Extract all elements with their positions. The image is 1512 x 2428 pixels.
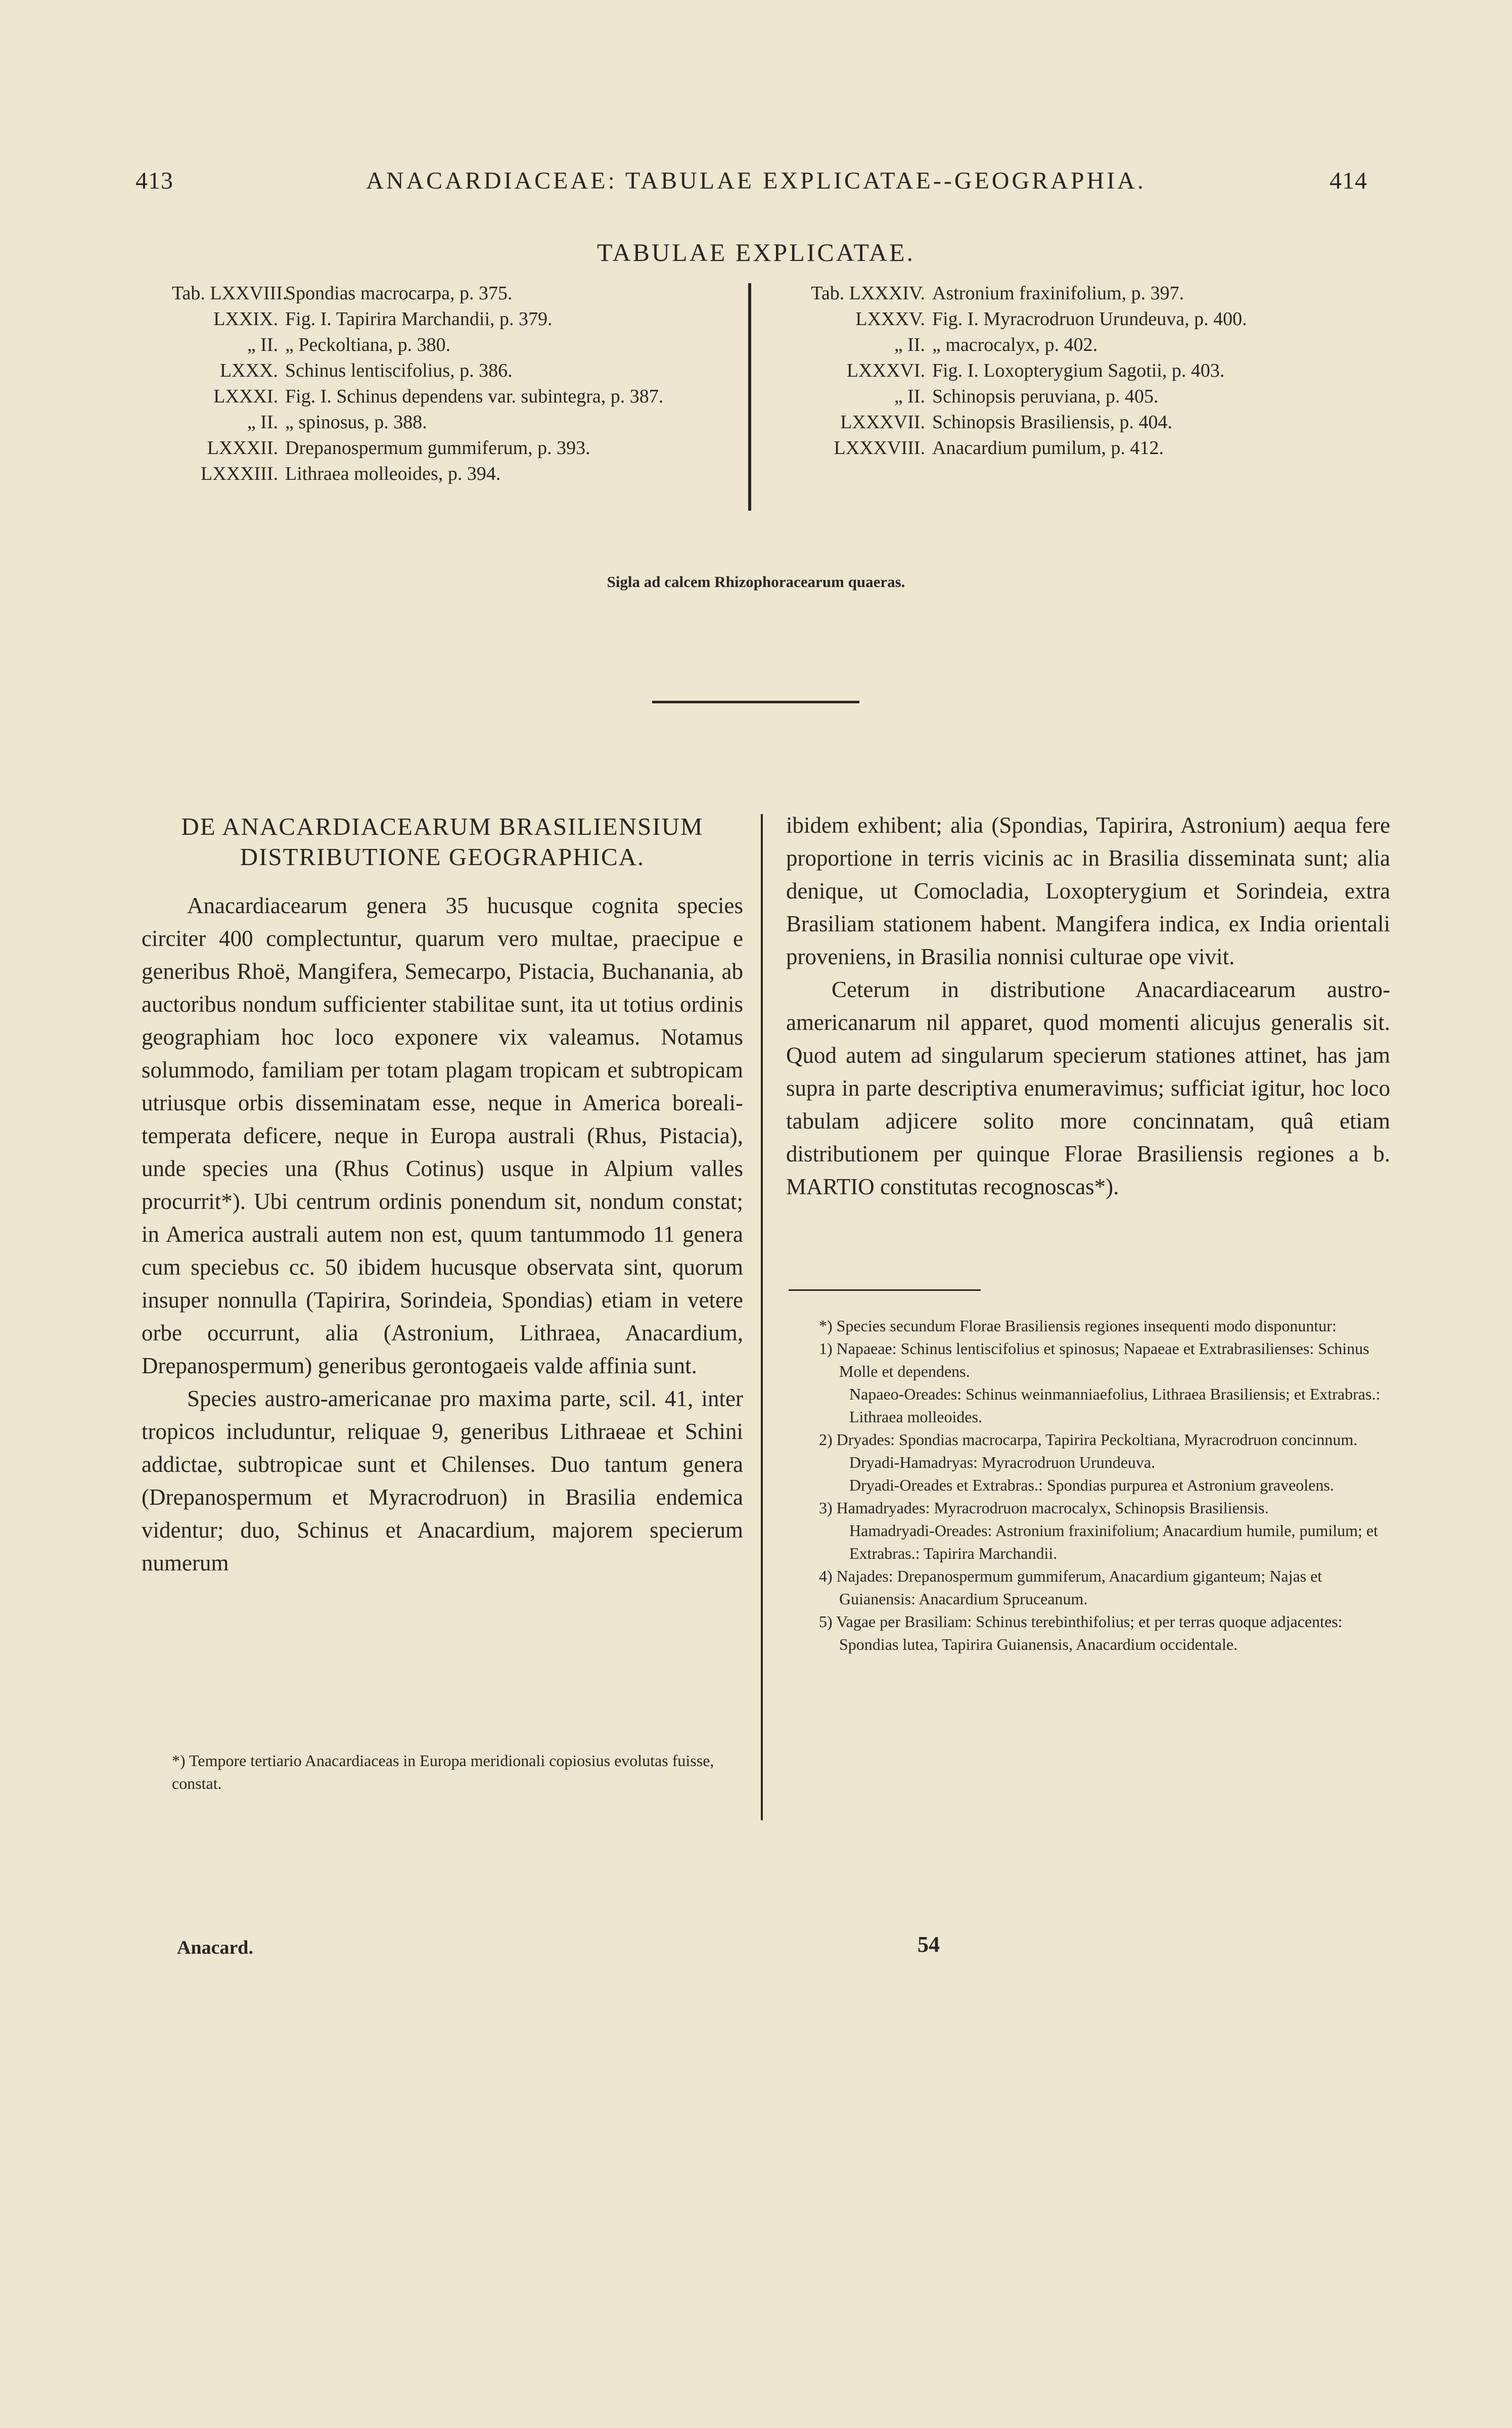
tabula-description: Lithraea molleoides, p. 394.	[285, 463, 501, 484]
tabula-entry	[804, 410, 1360, 435]
footnote-region-entry: Dryadi-Hamadryas: Myracrodruon Urundeuva.	[849, 1453, 1156, 1471]
tabula-entry	[172, 306, 723, 332]
section-title-line1: DE ANACARDIACEARUM BRASILIENSIUM	[181, 813, 704, 840]
tabulae-right-list	[804, 281, 1360, 461]
tabula-number: LXXXII.	[207, 437, 278, 459]
tabula-description: Schinopsis Brasiliensis, p. 404.	[932, 412, 1173, 433]
paragraph-2: Species austro-americanae pro maxima parte, scil. 41, inter tropicos includuntur, reliquae 9, generibus Lithraeae et Schini addictae, subtropicae sunt et Chilenses. Duo tantum genera (Drepanospermum et Myracrodruon) in Brasilia endemica videntur; duo, Schinus et Anacardium, majorem specierum numerum	[142, 1386, 743, 1576]
footnote-regions-list	[819, 1337, 1390, 1656]
tabula-description: Fig. I. Loxopterygium Sagotii, p. 403.	[932, 360, 1225, 381]
footnote-intro: *) Species secundum Florae Brasiliensis regiones insequenti modo disponuntur:	[819, 1317, 1337, 1335]
section-title-line2: DISTRIBUTIONE GEOGRAPHICA.	[240, 843, 645, 871]
sheet-number: 54	[918, 1932, 940, 1957]
tabula-description: Spondias macrocarpa, p. 375.	[285, 283, 513, 304]
footnote-region-entry: Dryadi-Oreades et Extrabras.: Spondias purpurea et Astronium graveolens.	[849, 1476, 1334, 1494]
tabula-entry	[172, 281, 723, 306]
tabula-number: „ II.	[247, 334, 278, 355]
signature-mark: Anacard.	[177, 1937, 253, 1958]
tabula-description: Anacardium pumilum, p. 412.	[932, 437, 1164, 459]
tabula-entry	[804, 384, 1360, 410]
tabula-entry	[172, 384, 723, 410]
left-column	[142, 812, 743, 1580]
page-number-right: 414	[1330, 167, 1367, 194]
tabula-description: Drepanospermum gummiferum, p. 393.	[285, 437, 590, 459]
tabula-number: LXXXVIII.	[834, 437, 925, 459]
footnote-rule-right	[789, 1289, 981, 1291]
tabula-number: Tab. LXXXIV.	[811, 283, 925, 304]
tabula-number: „ II.	[894, 386, 925, 407]
footnote-region-entry: 2) Dryades: Spondias macrocarpa, Tapirira Peckoltiana, Myracrodruon concinnum.	[819, 1430, 1358, 1449]
tabula-entry	[172, 410, 723, 435]
column-divider	[748, 283, 751, 511]
body-column-divider	[761, 814, 763, 1820]
tabula-description: „ spinosus, p. 388.	[285, 412, 427, 433]
running-title: ANACARDIACEAE: TABULAE EXPLICATAE--GEOGRAPHIA.	[366, 167, 1146, 194]
tabula-entry	[804, 281, 1360, 306]
tabula-entry	[804, 306, 1360, 332]
footnote-region-entry: 4) Najades: Drepanospermum gummiferum, Anacardium giganteum; Najas et Guianensis: Anacardium Spruceanum.	[819, 1567, 1322, 1608]
paragraph-3: ibidem exhibent; alia (Spondias, Tapirira, Astronium) aequa fere proportione in terris vicinis ac in Brasilia disseminata sunt; alia denique, ut Comocladia, Loxopterygium et Sorindeia, extra Brasiliam stationem habent. Mangifera indica, ex India orientali proveniens, in Brasilia nonnisi culturae ope vivit.	[786, 813, 1390, 969]
tabula-number: LXXIX.	[213, 308, 278, 330]
footnote-left: *) Tempore tertiario Anacardiaceas in Europa meridionali copiosius evolutas fuisse, constat.	[172, 1751, 714, 1792]
tabula-number: LXXXI.	[213, 386, 278, 407]
footnote-region-entry: Hamadryadi-Oreades: Astronium fraxinifolium; Anacardium humile, pumilum; et Extrabras.: Tapirira Marchandii.	[849, 1521, 1378, 1562]
tabula-description: Schinus lentiscifolius, p. 386.	[285, 360, 513, 381]
tabula-description: Fig. I. Schinus dependens var. subintegra, p. 387.	[285, 386, 664, 407]
tabula-number: LXXX.	[219, 360, 278, 381]
tabula-entry	[804, 332, 1360, 358]
tabula-number: LXXXV.	[855, 308, 925, 330]
footnote-region-entry: 3) Hamadryades: Myracrodruon macrocalyx, Schinopsis Brasiliensis.	[819, 1499, 1269, 1517]
tabula-entry	[172, 435, 723, 461]
footnote-region-entry: 5) Vagae per Brasiliam: Schinus terebinthifolius; et per terras quoque adjacentes: Spondias lutea, Tapirira Guianensis, Anacardium occidentale.	[819, 1612, 1343, 1653]
page-number-left: 413	[135, 167, 173, 194]
tabula-description: „ macrocalyx, p. 402.	[932, 334, 1098, 355]
tabula-description: Fig. I. Myracrodruon Urundeuva, p. 400.	[932, 308, 1247, 330]
tabula-entry	[172, 332, 723, 358]
footnote-right	[819, 1315, 1390, 1656]
tabula-description: Schinopsis peruviana, p. 405.	[932, 386, 1159, 407]
sigla-note: Sigla ad calcem Rhizophoracearum quaeras.	[607, 573, 905, 591]
tabula-entry	[172, 461, 723, 487]
tabula-number: LXXXVI.	[846, 360, 925, 381]
paragraph-1: Anacardiacearum genera 35 hucusque cognita species circiter 400 complectuntur, quarum vero multae, praecipue e generibus Rhoë, Mangifera, Semecarpo, Pistacia, Buchanania, ab auctoribus nondum sufficienter stabilitae sunt, ita ut totius ordinis geographiam hoc loco exponere vix valeamus. Notamus solummodo, familiam per totam plagam tropicam et subtropicam utriusque orbis disseminatam esse, neque in America boreali-temperata deficere, neque in Europa australi (Rhus, Pistacia), unde species una (Rhus Cotinus) usque in Alpium valles procurrit*). Ubi centrum ordinis ponendum sit, nondum constat; in America australi autem non est, quum tantummodo 11 genera cum speciebus cc. 50 ibidem hucusque observata sint, quorum insuper nonnulla (Tapirira, Sorindeia, Spondias) etiam in vetere orbe occurrunt, alia (Astronium, Lithraea, Anacardium, Drepanospermum) generibus gerontogaeis valde affinia sunt.	[142, 893, 743, 1378]
tabulae-left-list	[172, 281, 723, 487]
tabula-entry	[172, 358, 723, 384]
tabula-number: LXXXIII.	[200, 463, 278, 484]
tabula-number: Tab. LXXVIII.	[172, 283, 288, 304]
tabula-description: Astronium fraxinifolium, p. 397.	[932, 283, 1184, 304]
paragraph-4: Ceterum in distributione Anacardiacearum austro-americanarum nil apparet, quod momenti alicujus generalis sit. Quod autem ad singularum specierum stationes attinet, has jam supra in parte descriptiva enumeravimus; sufficiat igitur, hoc loco tabulam adjicere solito more concinnatam, quâ etiam distributionem per quinque Florae Brasiliensis regiones a b. MARTIO constitutas recognoscas*).	[786, 977, 1390, 1199]
tabula-description: „ Peckoltiana, p. 380.	[285, 334, 451, 355]
footnote-region-entry: Napaeo-Oreades: Schinus weinmanniaefolius, Lithraea Brasiliensis; et Extrabras.: Lithraea molleoides.	[849, 1385, 1381, 1426]
section-title	[142, 812, 743, 872]
tabula-description: Fig. I. Tapirira Marchandii, p. 379.	[285, 308, 553, 330]
tabulae-title: TABULAE EXPLICATAE.	[597, 238, 915, 266]
tabula-number: „ II.	[894, 334, 925, 355]
tabula-entry	[804, 358, 1360, 384]
section-separator	[652, 701, 859, 703]
tabula-entry	[804, 435, 1360, 461]
footnote-region-entry: 1) Napaeae: Schinus lentiscifolius et spinosus; Napaeae et Extrabrasilienses: Schinus Molle et dependens.	[819, 1339, 1369, 1380]
right-column	[786, 809, 1390, 1203]
tabula-number: „ II.	[247, 412, 278, 433]
tabula-number: LXXXVII.	[840, 412, 925, 433]
